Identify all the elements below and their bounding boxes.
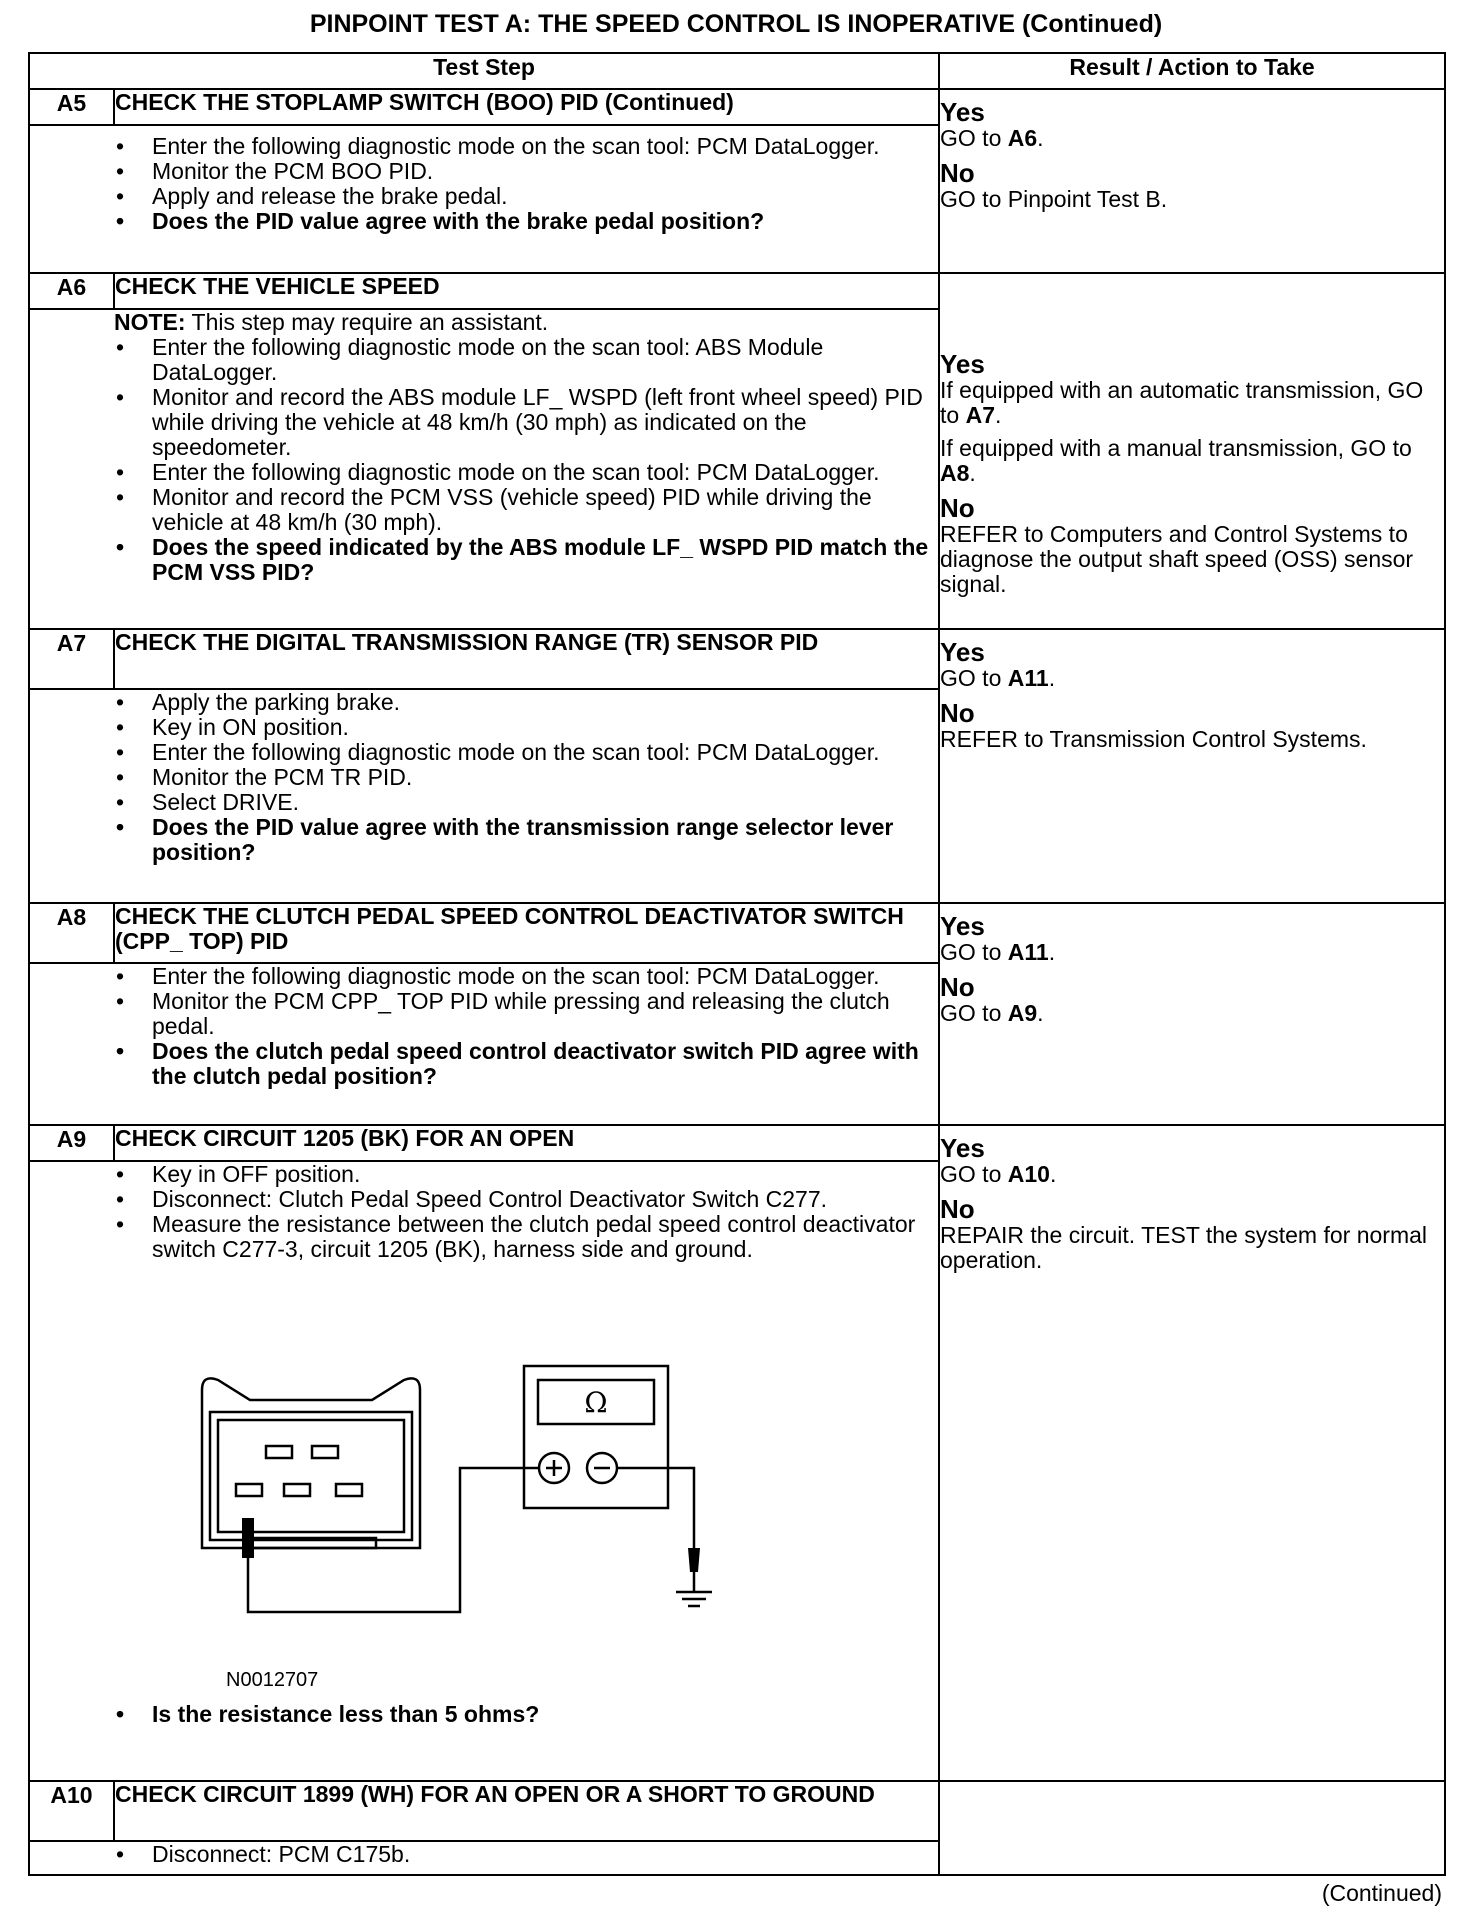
result-yes-action: GO to A10. — [940, 1161, 1057, 1187]
step-question: • Does the speed indicated by the ABS module LF_ WSPD PID match the PCM VSS PID? — [114, 535, 938, 585]
list-item: • Enter the following diagnostic mode on the scan tool: PCM DataLogger. — [114, 134, 938, 159]
step-list — [114, 1162, 938, 1262]
step-title: CHECK CIRCUIT 1899 (WH) FOR AN OPEN OR A SHORT TO GROUND — [114, 1781, 939, 1841]
result-yes-action: GO to A11. — [940, 939, 1056, 965]
list-item: • Disconnect: Clutch Pedal Speed Control Deactivator Switch C277. — [114, 1187, 938, 1212]
connector-inner-frame — [218, 1420, 404, 1532]
list-item: • Monitor and record the ABS module LF_ WSPD (left front wheel speed) PID while driving the vehicle at 48 km/h (30 mph) as indicated on the speedometer. — [114, 385, 938, 460]
step-list — [114, 690, 938, 865]
list-item: • Enter the following diagnostic mode on the scan tool: PCM DataLogger. — [114, 964, 938, 989]
step-question: • Does the PID value agree with the transmission range selector lever position? — [114, 815, 938, 865]
list-item: • Enter the following diagnostic mode on the scan tool: PCM DataLogger. — [114, 740, 938, 765]
step-body — [114, 309, 939, 629]
list-item: • Monitor the PCM CPP_ TOP PID while pressing and releasing the clutch pedal. — [114, 989, 938, 1039]
terminal-slot — [284, 1484, 310, 1496]
result-no-action: REFER to Transmission Control Systems. — [940, 726, 1367, 752]
result-yes-label: Yes — [940, 911, 985, 941]
figure-code: N0012707 — [226, 1669, 319, 1691]
step-question: • Does the PID value agree with the brake pedal position? — [114, 209, 938, 234]
step-body — [114, 963, 939, 1125]
step-title: CHECK THE CLUTCH PEDAL SPEED CONTROL DEACTIVATOR SWITCH (CPP_ TOP) PID — [114, 903, 939, 963]
result-no-label: No — [940, 493, 975, 523]
list-item: • Enter the following diagnostic mode on the scan tool: PCM DataLogger. — [114, 460, 938, 485]
step-body — [114, 125, 939, 273]
step-title: CHECK THE VEHICLE SPEED — [114, 273, 939, 309]
terminal-slot — [266, 1446, 292, 1458]
step-id: A6 — [29, 273, 114, 309]
result-no-label: No — [940, 158, 975, 188]
step-body — [114, 1841, 939, 1875]
result-no-action: GO to A9. — [940, 1000, 1044, 1026]
step-a5-result — [939, 89, 1445, 273]
table-header-row — [29, 53, 1445, 89]
result-yes-label: Yes — [940, 349, 985, 379]
list-item: • Key in ON position. — [114, 715, 938, 740]
list-item: • Apply the parking brake. — [114, 690, 938, 715]
result-action-header: Result / Action to Take — [939, 53, 1445, 89]
step-title: CHECK CIRCUIT 1205 (BK) FOR AN OPEN — [114, 1125, 939, 1161]
result-yes-manual: If equipped with a manual transmission, GO to A8. — [940, 435, 1412, 486]
step-list — [114, 134, 938, 234]
step-id: A8 — [29, 903, 114, 963]
result-no-action: REFER to Computers and Control Systems to diagnose the output shaft speed (OSS) sensor signal. — [940, 521, 1414, 597]
step-list — [114, 964, 938, 1089]
step-note: NOTE: This step may require an assistant. — [114, 309, 549, 335]
step-a6-result — [939, 273, 1445, 629]
step-a9-result — [939, 1125, 1445, 1781]
ohm-symbol-icon: Ω — [584, 1386, 608, 1419]
circuit-illustration — [114, 1262, 914, 1702]
step-list — [114, 335, 938, 585]
result-yes-label: Yes — [940, 1133, 985, 1163]
terminal-slot — [236, 1484, 262, 1496]
result-yes-action: GO to A6. — [940, 125, 1044, 151]
step-a7-result — [939, 629, 1445, 903]
step-id: A5 — [29, 89, 114, 125]
page-title: PINPOINT TEST A: THE SPEED CONTROL IS INOPERATIVE (Continued) — [309, 10, 1163, 38]
list-item: • Monitor and record the PCM VSS (vehicle speed) PID while driving the vehicle at 48 km/h (30 mph). — [114, 485, 938, 535]
step-id: A7 — [29, 629, 114, 689]
list-item: • Enter the following diagnostic mode on the scan tool: ABS Module DataLogger. — [114, 335, 938, 385]
list-item: • Monitor the PCM TR PID. — [114, 765, 938, 790]
step-title: CHECK THE DIGITAL TRANSMISSION RANGE (TR) SENSOR PID — [114, 629, 939, 689]
step-a5-title-row — [29, 89, 1445, 125]
list-item: • Select DRIVE. — [114, 790, 938, 815]
result-no-label: No — [940, 698, 975, 728]
result-no-label: No — [940, 1194, 975, 1224]
result-yes-label: Yes — [940, 97, 985, 127]
step-question: • Does the clutch pedal speed control deactivator switch PID agree with the clutch pedal position? — [114, 1039, 938, 1089]
connector-inner-body — [210, 1412, 412, 1540]
result-yes-auto: If equipped with an automatic transmission, GO to A7. — [940, 377, 1424, 428]
step-body — [114, 1161, 939, 1781]
step-a7-title-row — [29, 629, 1445, 689]
list-item: • Key in OFF position. — [114, 1162, 938, 1187]
step-a8-title-row — [29, 903, 1445, 963]
result-no-action: GO to Pinpoint Test B. — [940, 186, 1168, 212]
result-yes-action: GO to A11. — [940, 665, 1056, 691]
connector-c277-outline — [202, 1378, 420, 1548]
resistance-measurement-diagram — [114, 1262, 938, 1702]
test-step-header: Test Step — [29, 53, 939, 89]
result-yes-label: Yes — [940, 637, 985, 667]
step-title: CHECK THE STOPLAMP SWITCH (BOO) PID (Continued) — [114, 89, 939, 125]
list-item: • Measure the resistance between the clutch pedal speed control deactivator switch C277-3, circuit 1205 (BK), harness side and ground. — [114, 1212, 938, 1262]
probe-tip-positive — [242, 1518, 254, 1558]
list-item: • Apply and release the brake pedal. — [114, 184, 938, 209]
list-item: • Disconnect: PCM C175b. — [114, 1842, 938, 1867]
step-a6-title-row — [29, 273, 1445, 309]
step-a8-result — [939, 903, 1445, 1125]
probe-tip-negative — [688, 1548, 700, 1572]
step-body — [114, 689, 939, 903]
pinpoint-test-table — [28, 52, 1446, 1876]
result-no-label: No — [940, 972, 975, 1002]
step-list — [114, 1702, 938, 1727]
step-a10-title-row — [29, 1781, 1445, 1841]
step-question: • Is the resistance less than 5 ohms? — [114, 1702, 938, 1727]
test-lead-negative — [617, 1468, 694, 1558]
result-no-action: REPAIR the circuit. TEST the system for normal operation. — [940, 1222, 1428, 1273]
step-id: A10 — [29, 1781, 114, 1841]
step-list — [114, 1842, 938, 1867]
ground-symbol — [676, 1572, 712, 1606]
step-id: A9 — [29, 1125, 114, 1161]
continued-label: (Continued) — [1321, 1880, 1442, 1906]
terminal-slot — [336, 1484, 362, 1496]
step-a9-title-row — [29, 1125, 1445, 1161]
step-a10-result — [939, 1781, 1445, 1875]
terminal-slot — [312, 1446, 338, 1458]
list-item: • Monitor the PCM BOO PID. — [114, 159, 938, 184]
